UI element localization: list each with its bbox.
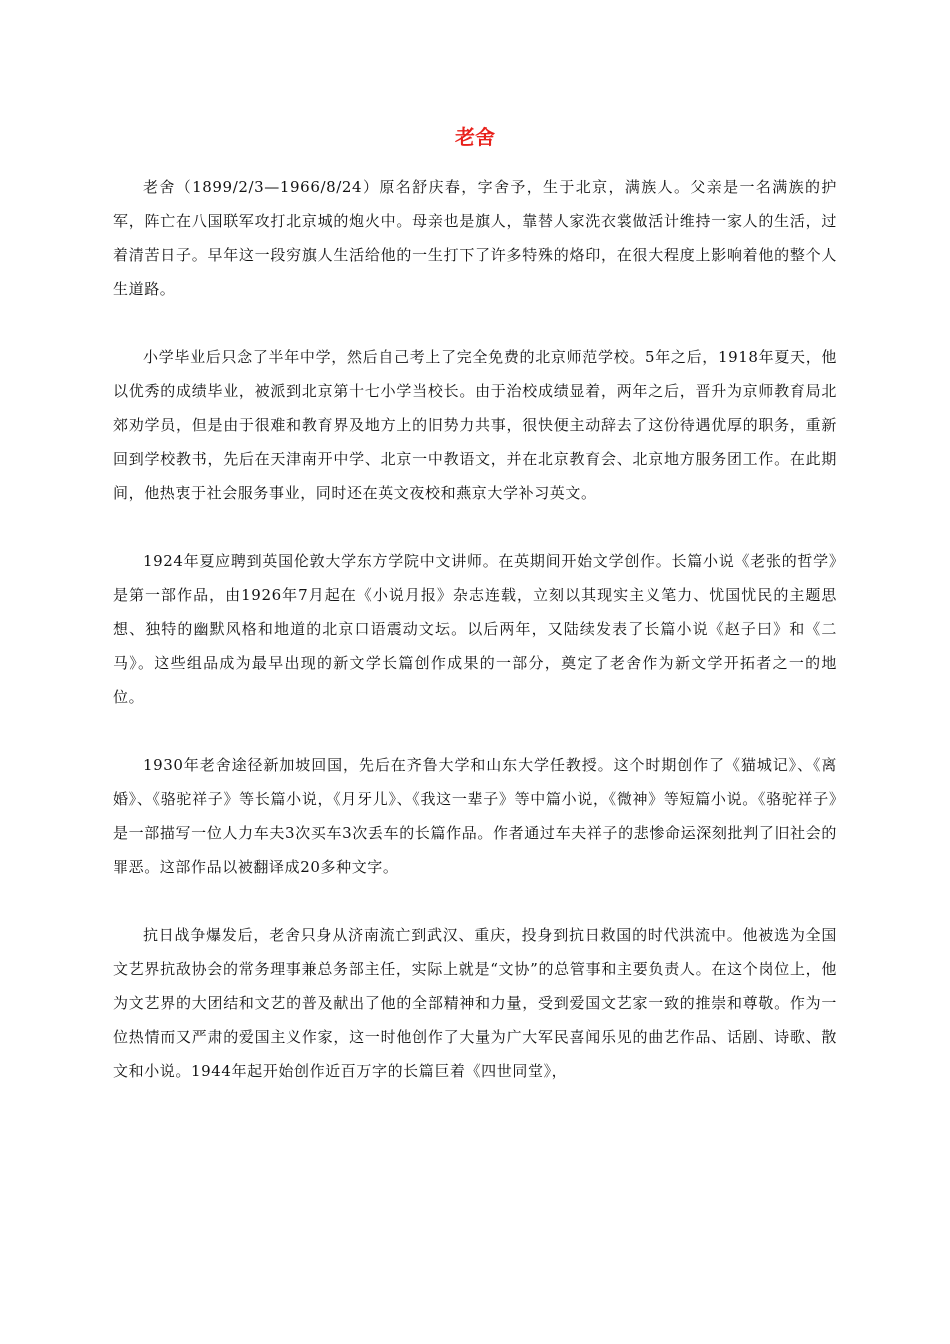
paragraph-5: 抗日战争爆发后，老舍只身从济南流亡到武汉、重庆，投身到抗日救国的时代洪流中。他被选为全国文艺界抗敌协会的常务理事兼总务部主任，实际上就是“文协”的总管事和主要负责人。在这个岗位上，他为文艺界的大团结和文艺的普及献出了他的全部精神和力量，受到爱国文艺家一致的推崇和尊敬。作为一位热情而又严肃的爱国主义作家，这一时他创作了大量为广大军民喜闻乐见的曲艺作品、话剧、诗歌、散文和小说。1944年起开始创作近百万字的长篇巨着《四世同堂》， bbox=[113, 926, 837, 1080]
paragraph-1: 老舍（1899/2/3—1966/8/24）原名舒庆春，字舍予，生于北京，满族人。父亲是一名满族的护军，阵亡在八国联军攻打北京城的炮火中。母亲也是旗人，靠替人家洗衣裳做活计维持一家人的生活，过着清苦日子。早年这一段穷旗人生活给他的一生打下了许多特殊的烙印，在很大程度上影响着他的整个人生道路。 bbox=[113, 178, 837, 298]
paragraph-2: 小学毕业后只念了半年中学，然后自己考上了完全免费的北京师范学校。5年之后，1918年夏天，他以优秀的成绩毕业，被派到北京第十七小学当校长。由于治校成绩显着，两年之后，晋升为京师教育局北郊劝学员，但是由于很难和教育界及地方上的旧势力共事，很快便主动辞去了这份待遇优厚的职务，重新回到学校教书，先后在天津南开中学、北京一中教语文，并在北京教育会、北京地方服务团工作。在此期间，他热衷于社会服务事业，同时还在英文夜校和燕京大学补习英文。 bbox=[113, 348, 837, 502]
document-title: 老舍 bbox=[455, 125, 495, 149]
document-body bbox=[113, 170, 837, 1122]
paragraph-3: 1924年夏应聘到英国伦敦大学东方学院中文讲师。在英期间开始文学创作。长篇小说《老张的哲学》是第一部作品，由1926年7月起在《小说月报》杂志连载，立刻以其现实主义笔力、忧国忧民的主题思想、独特的幽默风格和地道的北京口语震动文坛。以后两年，又陆续发表了长篇小说《赵子曰》和《二马》。这些组品成为最早出现的新文学长篇创作成果的一部分，奠定了老舍作为新文学开拓者之一的地位。 bbox=[113, 552, 837, 706]
paragraph-4: 1930年老舍途径新加坡回国，先后在齐鲁大学和山东大学任教授。这个时期创作了《猫城记》、《离婚》、《骆驼祥子》等长篇小说，《月牙儿》、《我这一辈子》等中篇小说，《微神》等短篇小说。《骆驼祥子》是一部描写一位人力车夫3次买车3次丢车的长篇作品。作者通过车夫祥子的悲惨命运深刻批判了旧社会的罪恶。这部作品以被翻译成20多种文字。 bbox=[113, 756, 837, 876]
